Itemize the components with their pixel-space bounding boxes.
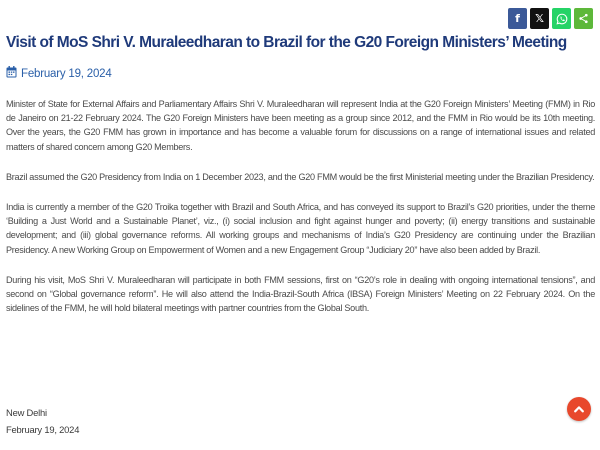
x-icon: 𝕏: [535, 12, 544, 25]
article-date-text: February 19, 2024: [21, 67, 112, 80]
article-signoff: [6, 404, 79, 438]
share-button[interactable]: [574, 8, 593, 29]
whatsapp-share-button[interactable]: [552, 8, 571, 29]
article-paragraph: During his visit, MoS Shri V. Muraleedharan will participate in both FMM sessions, first on “G20’s role in dealing with ongoing international tensions”, and second on “Global governance reform”. He will also attend the India-Brazil-South Africa (IBSA) Foreign Ministers’ Meeting on 22 February 2024. On the sidelines of the FMM, he will hold bilateral meetings with partner countries from the Global South.: [6, 274, 595, 314]
share-bar: [508, 8, 593, 29]
article-paragraph: Minister of State for External Affairs and Parliamentary Affairs Shri V. Muraleedharan will represent India at the G20 Foreign Ministers’ Meeting (FMM) in Rio de Janeiro on 21-22 February 2024. The G20 Foreign Ministers have been meeting as a group since 2012, and the FMM in Rio would be its 10th meeting. Over the years, the G20 FMM has grown in importance and has become a valuable forum for discussions on a range of international issues and related matters of shared concern among G20 Members.: [6, 99, 595, 152]
x-share-button[interactable]: [530, 8, 549, 29]
article-paragraph: India is currently a member of the G20 Troika together with Brazil and South Africa, and has conveyed its support to Brazil’s G20 priorities, under the theme ‘Building a Just World and a Sustainable Planet’, viz., (i) social inclusion and fight against hunger and poverty; (ii) energy transitions and sustainable development; and (iii) global governance reforms. All working groups and mechanisms of India’s G20 Presidency are continuing under the Brazilian Presidency. A new Working Group on Empowerment of Women and a new Engagement Group “Judiciary 20” have also been added by Brazil.: [6, 202, 595, 255]
calendar-icon: [6, 66, 17, 81]
facebook-share-button[interactable]: [508, 8, 527, 29]
signoff-date: February 19, 2024: [6, 424, 80, 435]
facebook-icon: f: [515, 12, 520, 25]
share-icon: [578, 13, 589, 24]
whatsapp-icon: [556, 13, 568, 25]
scroll-to-top-button[interactable]: [567, 397, 591, 421]
article-paragraph: Brazil assumed the G20 Presidency from India on 1 December 2023, and the G20 FMM would be the first Ministerial meeting under the Brazilian Presidency.: [6, 171, 595, 182]
article-title: Visit of MoS Shri V. Muraleedharan to Brazil for the G20 Foreign Ministers’ Meeting: [6, 34, 567, 51]
signoff-place: New Delhi: [6, 407, 47, 418]
article-body: [6, 97, 595, 331]
chevron-up-icon: [574, 400, 584, 418]
article-date: [6, 66, 112, 81]
